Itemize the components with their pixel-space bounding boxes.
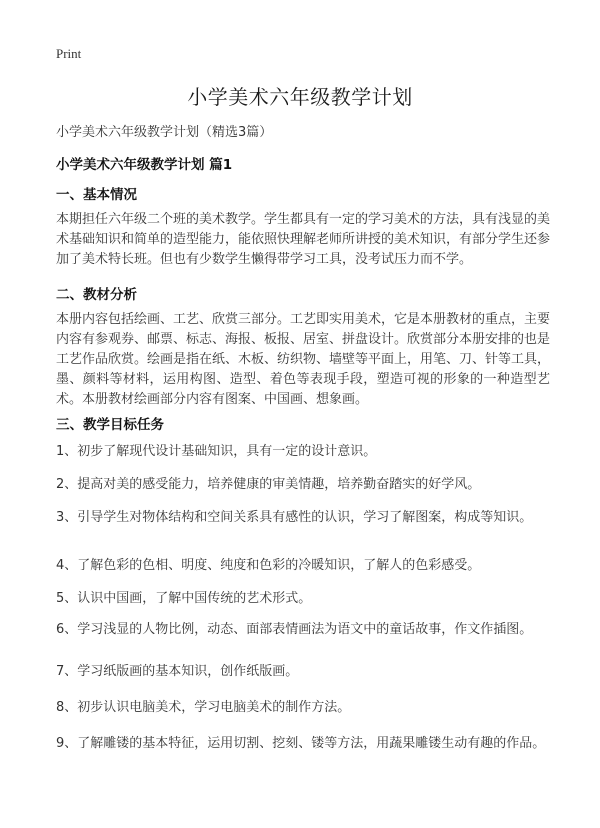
goal-item: 5、认识中国画，了解中国传统的艺术形式。 bbox=[56, 591, 312, 606]
goal-item: 9、了解雕镂的基本特征，运用切割、挖刻、镂等方法，用蔬果雕镂生动有趣的作品。 bbox=[56, 736, 546, 751]
document-title: 小学美术六年级教学计划 bbox=[187, 85, 413, 109]
goal-item: 1、初步了解现代设计基础知识，具有一定的设计意识。 bbox=[56, 444, 377, 459]
section-heading-textbook-analysis: 二、教材分析 bbox=[56, 287, 137, 303]
goal-item: 3、引导学生对物体结构和空间关系具有感性的认识，学习了解图案，构成等知识。 bbox=[56, 510, 533, 525]
part-title: 小学美术六年级教学计划 篇1 bbox=[56, 157, 233, 173]
section-body-textbook-analysis: 本册内容包括绘画、工艺、欣赏三部分。工艺即实用美术，它是本册教材的重点，主要内容有参观券、邮票、标志、海报、板报、居室、拼盘设计。欣赏部分本册安排的也是工艺作品欣赏。绘画是指在纸、木板、纺织物、墙壁等平面上，用笔、刀、针等工具，墨、颜料等材料，运用构图、造型、着色等表现手段，塑造可视的形象的一种造型艺术。本册教材绘画部分内容有图案、中国画、想象画。 bbox=[56, 312, 551, 407]
document-subtitle: 小学美术六年级教学计划（精选3篇） bbox=[56, 125, 273, 140]
section-heading-basic-info: 一、基本情况 bbox=[56, 187, 137, 203]
goal-item: 6、学习浅显的人物比例，动态、面部表情画法为语文中的童话故事，作文作插图。 bbox=[56, 622, 533, 637]
goal-item: 8、初步认识电脑美术，学习电脑美术的制作方法。 bbox=[56, 700, 351, 715]
section-body-basic-info: 本期担任六年级二个班的美术教学。学生都具有一定的学习美术的方法，具有浅显的美术基础知识和简单的造型能力，能依照快理解老师所讲授的美术知识，有部分学生还参加了美术特长班。但也有少数学生懒得带学习工具，没考试压力而不学。 bbox=[56, 212, 551, 267]
goal-item: 7、学习纸版画的基本知识，创作纸版画。 bbox=[56, 664, 299, 679]
goal-item: 4、了解色彩的色相、明度、纯度和色彩的冷暖知识，了解人的色彩感受。 bbox=[56, 558, 481, 573]
goal-item: 2、提高对美的感受能力，培养健康的审美情趣，培养勤奋踏实的好学风。 bbox=[56, 477, 481, 492]
section-heading-teaching-goals: 三、教学目标任务 bbox=[56, 417, 164, 433]
print-label: Print bbox=[56, 46, 82, 61]
